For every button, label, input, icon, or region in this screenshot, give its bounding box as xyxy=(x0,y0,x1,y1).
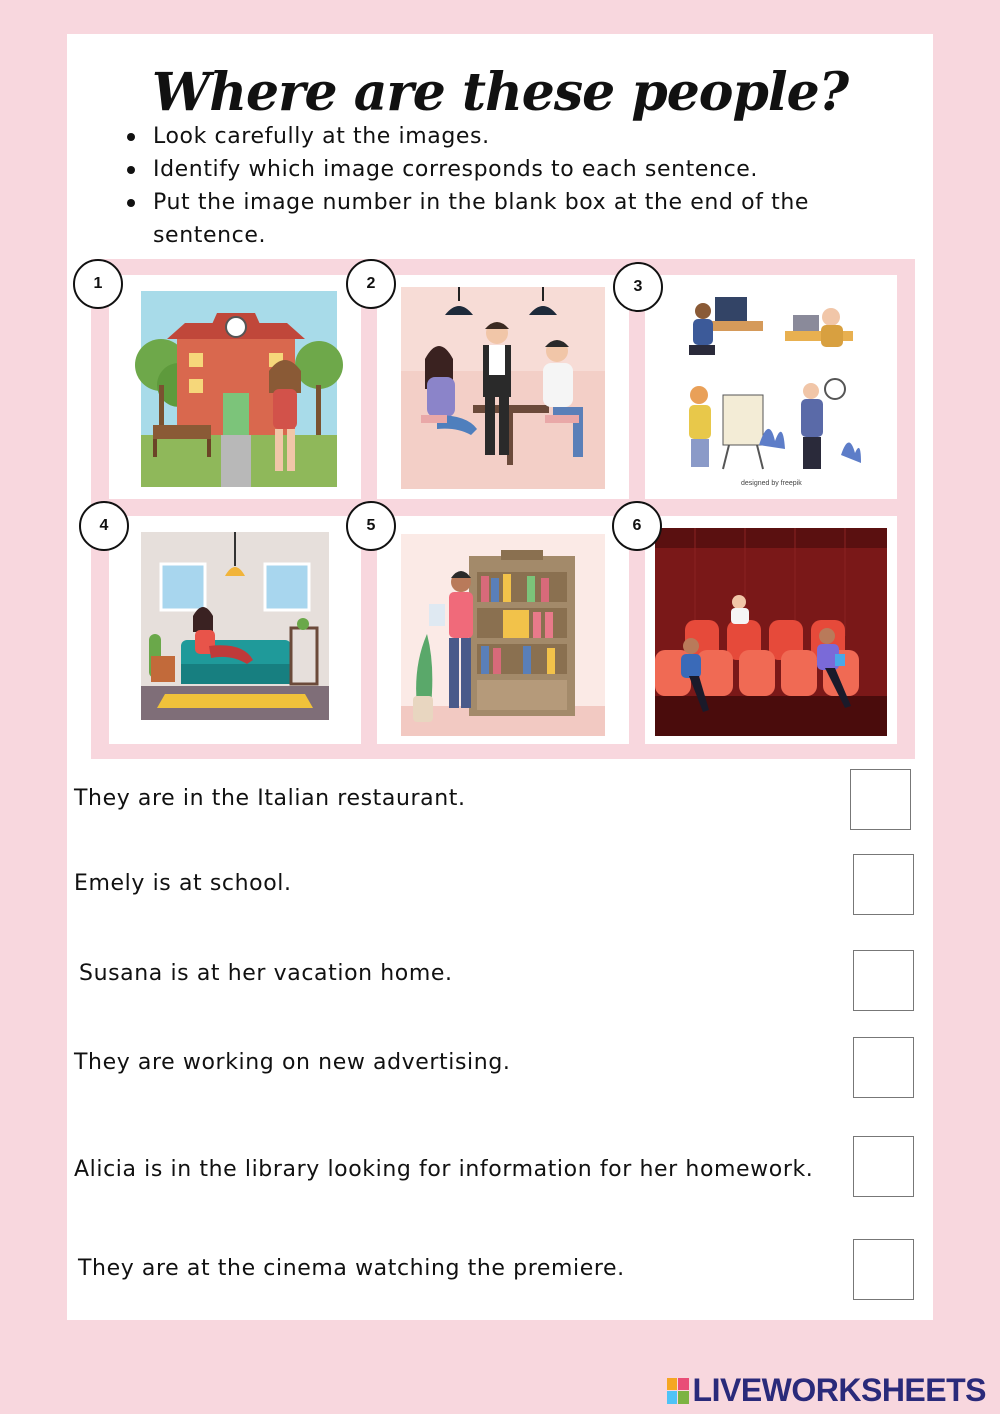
answer-box-1[interactable] xyxy=(850,769,911,830)
svg-text:designed by freepik: designed by freepik xyxy=(741,480,802,487)
answer-box-5[interactable] xyxy=(853,1136,914,1197)
image-number-5: 5 xyxy=(346,501,396,551)
brand-name: LIVEWORKSHEETS xyxy=(692,1372,986,1408)
instruction-item: Put the image number in the blank box at the end of the sentence. xyxy=(125,186,845,252)
answer-box-3[interactable] xyxy=(853,950,914,1011)
image-number-4: 4 xyxy=(79,501,129,551)
image-number-2: 2 xyxy=(346,259,396,309)
answer-box-4[interactable] xyxy=(853,1037,914,1098)
image-6-cinema xyxy=(645,516,897,744)
image-number-3: 3 xyxy=(613,262,663,312)
image-5-library xyxy=(377,516,629,744)
instructions-list xyxy=(125,120,845,252)
sentence-6: They are at the cinema watching the premiere. xyxy=(78,1256,625,1281)
image-2-restaurant xyxy=(377,275,629,499)
instruction-item: Identify which image corresponds to each sentence. xyxy=(125,153,845,186)
worksheet-title: Where are these people? xyxy=(151,62,849,123)
sentence-5: Alicia is in the library looking for information for her homework. xyxy=(74,1157,814,1182)
answer-box-2[interactable] xyxy=(853,854,914,915)
answer-box-6[interactable] xyxy=(853,1239,914,1300)
image-1-school xyxy=(109,275,361,499)
sentence-4: They are working on new advertising. xyxy=(74,1050,511,1075)
liveworksheets-logo-icon xyxy=(667,1378,689,1404)
image-3-office xyxy=(645,275,897,499)
instruction-item: Look carefully at the images. xyxy=(125,120,845,153)
sentence-3: Susana is at her vacation home. xyxy=(79,961,453,986)
image-number-1: 1 xyxy=(73,259,123,309)
image-4-living-room xyxy=(109,516,361,744)
sentence-1: They are in the Italian restaurant. xyxy=(74,786,466,811)
sentence-2: Emely is at school. xyxy=(74,871,292,896)
image-number-6: 6 xyxy=(612,501,662,551)
liveworksheets-brand xyxy=(667,1372,986,1409)
